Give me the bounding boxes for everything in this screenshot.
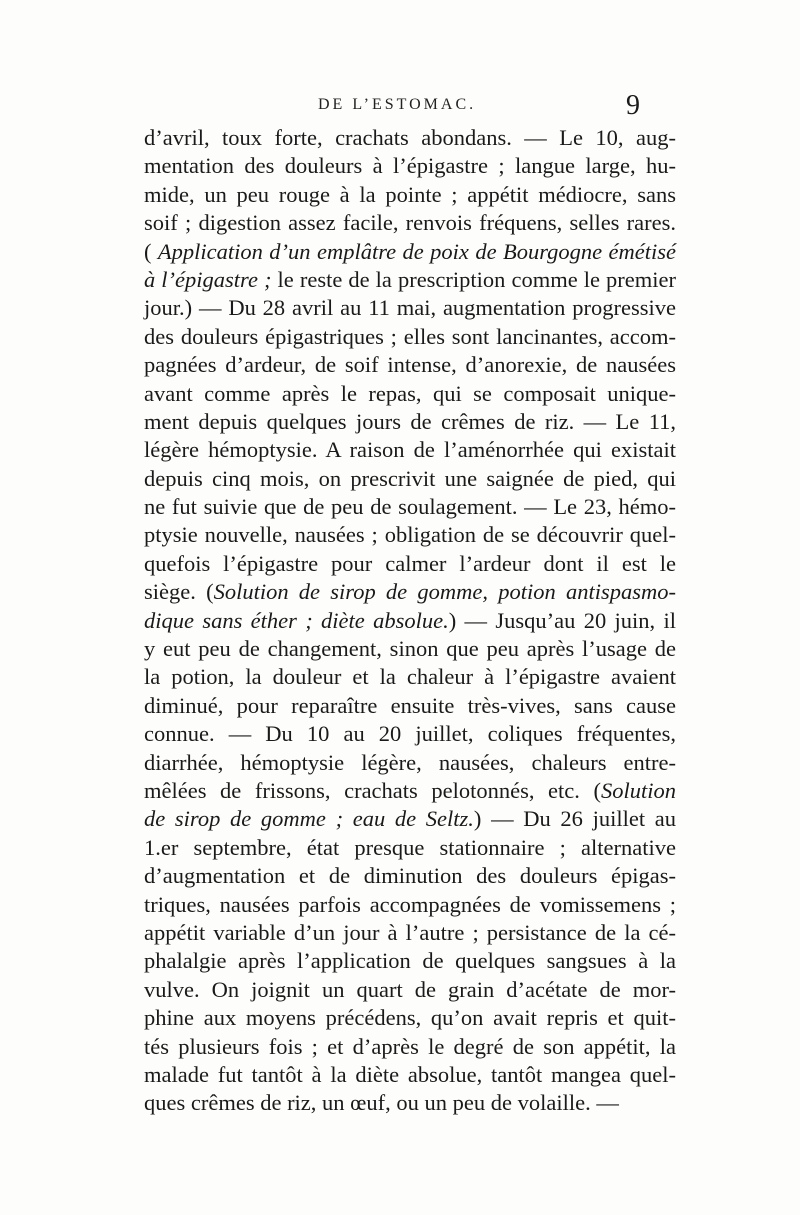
text-segment: diarrhée, hémoptysie légère, nausées, chaleurs entre- (144, 749, 676, 775)
italic-segment: à l’épigastre ; (144, 266, 272, 292)
text-segment: quefois l’épigastre pour calmer l’ardeur dont il est le (144, 550, 676, 576)
running-head (0, 90, 800, 120)
text-line (144, 493, 676, 521)
italic-segment: Application d’un emplâtre de poix de Bourgogne émétisé (157, 238, 676, 264)
text-segment: 1.er septembre, état presque stationnaire ; alternative (144, 834, 676, 860)
text-segment: jour.) — Du 28 avril au 11 mai, augmentation progressive (144, 295, 676, 321)
text-segment: ) — Du 26 juillet au (473, 806, 676, 832)
text-segment: d’augmentation et de diminution des douleurs épigas- (144, 863, 676, 889)
text-line (144, 550, 676, 578)
text-line (144, 578, 676, 606)
text-segment: des douleurs épigastriques ; elles sont lancinantes, accom- (144, 323, 676, 349)
text-line (144, 323, 676, 351)
text-segment: avant comme après le repas, qui se composait unique- (144, 380, 676, 406)
text-segment: vulve. On joignit un quart de grain d’acétate de mor- (144, 976, 676, 1002)
text-line (144, 1004, 676, 1032)
text-segment: soif ; digestion assez facile, renvois fréquens, selles rares. (144, 210, 676, 236)
text-line (144, 749, 676, 777)
text-line (144, 607, 676, 635)
italic-segment: de sirop de gomme ; eau de Seltz. (144, 806, 474, 832)
text-segment: malade fut tantôt à la diète absolue, tantôt mangea quel- (144, 1061, 676, 1087)
text-line (144, 380, 676, 408)
italic-segment: Solution de sirop de gomme, potion antispasmo- (213, 579, 676, 605)
text-line (144, 152, 676, 180)
text-line (144, 521, 676, 549)
text-line (144, 777, 676, 805)
text-segment: mentation des douleurs à l’épigastre ; langue large, hu- (144, 153, 676, 179)
text-segment: ptysie nouvelle, nausées ; obligation de se découvrir quel- (144, 522, 676, 548)
text-line (144, 976, 676, 1004)
text-line (144, 124, 676, 152)
text-line (144, 919, 676, 947)
text-line (144, 436, 676, 464)
text-line (144, 862, 676, 890)
text-line (144, 1089, 676, 1117)
text-line (144, 692, 676, 720)
text-segment: ( (144, 238, 158, 264)
text-line (144, 408, 676, 436)
text-segment: ne fut suivie que de peu de soulagement. — Le 23, hémo- (144, 494, 676, 520)
text-segment: la potion, la douleur et la chaleur à l’épigastre avaient (144, 664, 676, 690)
text-segment: ques crêmes de riz, un œuf, ou un peu de volaille. — (144, 1090, 619, 1116)
body-text (144, 124, 676, 1118)
text-segment: y eut peu de changement, sinon que peu après l’usage de (144, 636, 676, 662)
text-line (144, 238, 676, 266)
text-segment: légère hémoptysie. A raison de l’aménorrhée qui existait (144, 437, 676, 463)
page-number: 9 (626, 90, 640, 121)
text-line (144, 663, 676, 691)
text-line (144, 1033, 676, 1061)
text-segment: d’avril, toux forte, crachats abondans. — Le 10, aug- (144, 125, 676, 150)
text-segment: appétit variable d’un jour à l’autre ; persistance de la cé- (144, 919, 676, 945)
text-line (144, 465, 676, 493)
text-segment: phalalgie après l’application de quelques sangsues à la (144, 948, 676, 974)
text-segment: triques, nausées parfois accompagnées de vomissemens ; (144, 891, 676, 917)
text-line (144, 266, 676, 294)
running-title: DE L’ESTOMAC. (318, 96, 477, 113)
text-line (144, 805, 676, 833)
text-line (144, 351, 676, 379)
text-line (144, 209, 676, 237)
text-segment: ) — Jusqu’au 20 juin, il (448, 607, 676, 633)
text-segment: diminué, pour reparaître ensuite très-vives, sans cause (144, 692, 676, 718)
text-line (144, 181, 676, 209)
text-line (144, 834, 676, 862)
text-segment: siège. ( (144, 579, 214, 605)
text-line (144, 891, 676, 919)
text-line (144, 720, 676, 748)
text-segment: phine aux moyens précédens, qu’on avait repris et quit- (144, 1005, 676, 1031)
text-segment: mide, un peu rouge à la pointe ; appétit médiocre, sans (144, 181, 676, 207)
italic-segment: Solution (600, 777, 676, 803)
text-line (144, 947, 676, 975)
text-line (144, 1061, 676, 1089)
text-line (144, 294, 676, 322)
text-segment: ment depuis quelques jours de crêmes de riz. — Le 11, (144, 408, 676, 434)
text-segment: tés plusieurs fois ; et d’après le degré de son appétit, la (144, 1033, 676, 1059)
text-segment: le reste de la prescription comme le premier (271, 266, 677, 292)
text-segment: depuis cinq mois, on prescrivit une saignée de pied, qui (144, 465, 676, 491)
text-line (144, 635, 676, 663)
text-segment: connue. — Du 10 au 20 juillet, coliques fréquentes, (144, 721, 676, 747)
text-segment: pagnées d’ardeur, de soif intense, d’anorexie, de nausées (144, 352, 676, 378)
italic-segment: dique sans éther ; diète absolue. (144, 607, 449, 633)
text-segment: mêlées de frissons, crachats pelotonnés, etc. ( (144, 777, 601, 803)
